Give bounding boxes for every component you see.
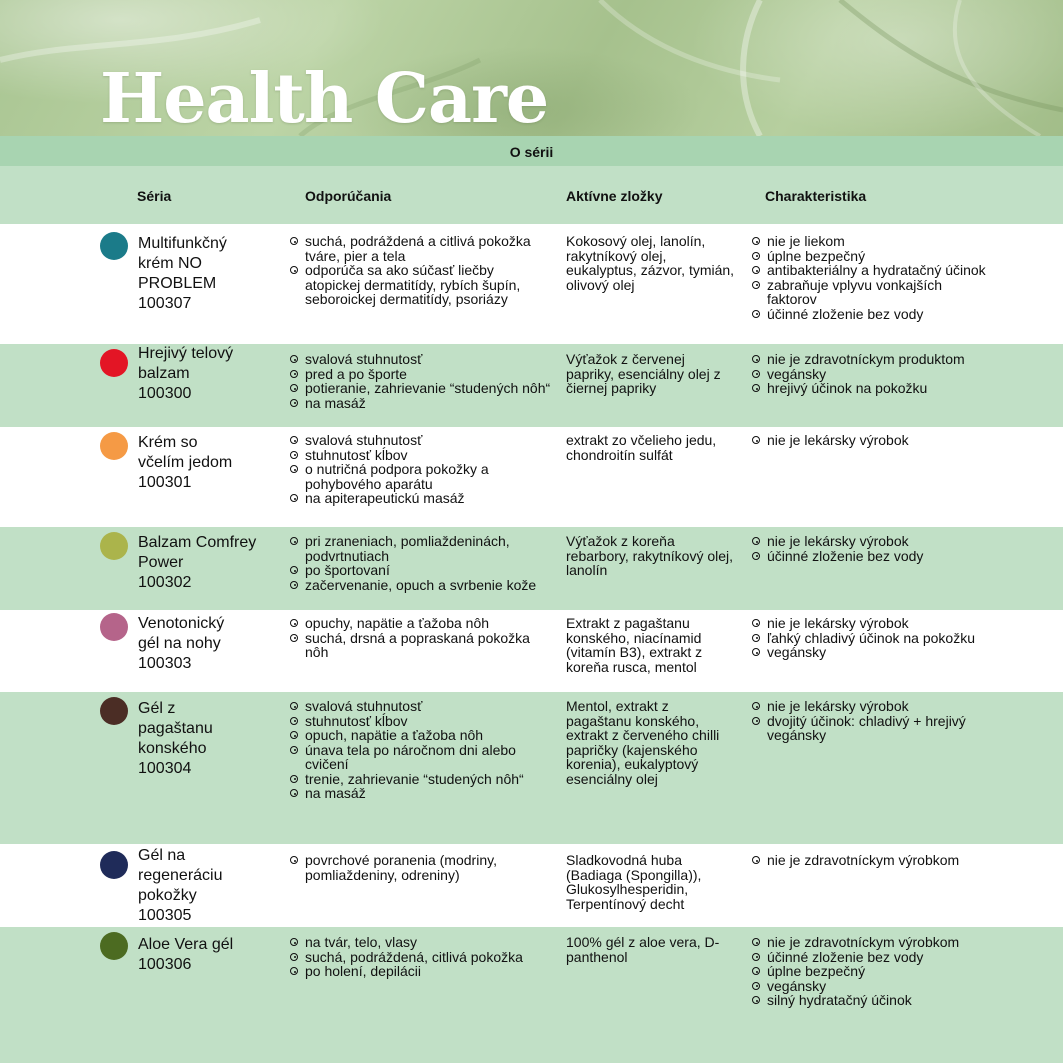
characteristic-item: hrejivý účinok na pokožku [751, 381, 991, 396]
recommendations-list [289, 935, 551, 979]
recommendations-list [289, 534, 551, 592]
characteristic-item: vegánsky [751, 645, 991, 660]
product-name-line: konského [138, 740, 207, 757]
characteristic-item: úplne bezpečný [751, 249, 991, 264]
active-ingredients: Výťažok z koreňa rebarbory, rakytníkový olej, lanolín [566, 533, 734, 578]
product-name [138, 433, 283, 493]
characteristic-item: účinné zloženie bez vody [751, 549, 991, 564]
table-row [0, 344, 1063, 427]
product-name [138, 614, 283, 674]
recommendations-list [289, 699, 551, 801]
table-row [0, 692, 1063, 844]
color-dot-icon [100, 432, 128, 460]
product-name-line: Balzam Comfrey [138, 534, 257, 551]
recommendations-list [289, 352, 551, 410]
recommendation-item: začervenanie, opuch a svrbenie kože [289, 578, 551, 593]
characteristics-list [751, 699, 991, 743]
table-row [0, 927, 1063, 1063]
active-ingredients: extrakt zo včelieho jedu, chondroitín sulfát [566, 432, 717, 463]
active-ingredients: Mentol, extrakt z pagaštanu konského, extrakt z červeného chilli papričky (kajenského korenia), eukalyptový esenciálny olej [566, 698, 720, 787]
table-row [0, 610, 1063, 692]
recommendations-list [289, 616, 551, 660]
color-dot-icon [100, 932, 128, 960]
recommendations-list [289, 433, 551, 506]
characteristic-item: vegánsky [751, 367, 991, 382]
product-code: 100305 [138, 907, 192, 924]
recommendation-item: na masáž [289, 396, 551, 411]
product-name-line: Aloe Vera gél [138, 936, 234, 953]
recommendation-item: svalová stuhnutosť [289, 352, 551, 367]
characteristics-list [751, 534, 991, 563]
product-name-line: Gél na [138, 847, 186, 864]
color-dot-icon [100, 232, 128, 260]
recommendation-item: o nutričná podpora pokožky a pohybového aparátu [289, 462, 551, 491]
active-ingredients: Kokosový olej, lanolín, rakytníkový olej, eukalyptus, zázvor, tymián, olivový olej [566, 233, 735, 293]
color-dot-icon [100, 532, 128, 560]
recommendations-list [289, 234, 551, 307]
characteristic-item: úplne bezpečný [751, 964, 991, 979]
product-name-line: Krém so [138, 434, 198, 451]
characteristic-item: účinné zloženie bez vody [751, 950, 991, 965]
recommendation-item: odporúča sa ako súčasť liečby atopickej dermatitídy, rybích šupín, seboroickej dermatitídy, psoriázy [289, 263, 551, 307]
characteristic-item: nie je lekársky výrobok [751, 534, 991, 549]
characteristics-list [751, 234, 991, 321]
characteristic-item: vegánsky [751, 979, 991, 994]
header-recommendations: Odporúčania [305, 188, 392, 204]
page-title: Health Care [100, 59, 549, 136]
recommendation-item: opuchy, napätie a ťažoba nôh [289, 616, 551, 631]
characteristics-list [751, 433, 991, 448]
color-dot-icon [100, 697, 128, 725]
product-name-line: Multifunkčný [138, 235, 227, 252]
product-name [138, 234, 283, 314]
product-name [138, 344, 283, 404]
color-dot-icon [100, 349, 128, 377]
recommendation-item: na tvár, telo, vlasy [289, 935, 551, 950]
active-ingredients: Sladkovodná huba (Badiaga (Spongilla)), Glukosylhesperidin, Terpentínový decht [566, 852, 702, 912]
characteristic-item: nie je lekársky výrobok [751, 616, 991, 631]
recommendation-item: stuhnutosť kĺbov [289, 714, 551, 729]
characteristics-list [751, 352, 991, 396]
product-name [138, 699, 283, 779]
active-ingredients: Extrakt z pagaštanu konského, niacínamid (vitamín B3), extrakt z koreňa rusca, mentol [566, 615, 703, 675]
characteristic-item: nie je zdravotníckym produktom [751, 352, 991, 367]
recommendation-item: opuch, napätie a ťažoba nôh [289, 728, 551, 743]
recommendation-item: suchá, podráždená a citlivá pokožka tváre, pier a tela [289, 234, 551, 263]
header-banner [0, 0, 1063, 136]
product-code: 100304 [138, 760, 192, 777]
section-subtitle: O sérii [0, 136, 1063, 166]
header-active: Aktívne zložky [566, 188, 663, 204]
product-code: 100306 [138, 956, 192, 973]
table-row [0, 527, 1063, 610]
product-code: 100303 [138, 655, 192, 672]
recommendation-item: svalová stuhnutosť [289, 699, 551, 714]
product-name-line: gél na nohy [138, 635, 221, 652]
recommendation-item: na apiterapeutickú masáž [289, 491, 551, 506]
product-name-line: včelím jedom [138, 454, 233, 471]
recommendation-item: pri zraneniach, pomliaždeninách, podvrtnutiach [289, 534, 551, 563]
characteristic-item: nie je lekársky výrobok [751, 699, 991, 714]
product-name-line: PROBLEM [138, 275, 217, 292]
product-code: 100300 [138, 385, 192, 402]
recommendation-item: po holení, depilácii [289, 964, 551, 979]
recommendation-item: svalová stuhnutosť [289, 433, 551, 448]
recommendation-item: pred a po športe [289, 367, 551, 382]
characteristics-list [751, 935, 991, 1008]
product-name-line: Hrejivý telový [138, 345, 234, 362]
product-name-line: pokožky [138, 887, 197, 904]
recommendations-list [289, 853, 551, 882]
header-series: Séria [137, 188, 172, 204]
table-row [0, 427, 1063, 527]
product-name [138, 846, 283, 926]
recommendation-item: suchá, podráždená, citlivá pokožka [289, 950, 551, 965]
product-code: 100301 [138, 474, 192, 491]
characteristic-item: nie je zdravotníckym výrobkom [751, 935, 991, 950]
product-name-line: balzam [138, 365, 190, 382]
table-header [0, 166, 1063, 224]
recommendation-item: na masáž [289, 786, 551, 801]
product-name-line: Power [138, 554, 184, 571]
characteristics-list [751, 853, 991, 868]
characteristic-item: ľahký chladivý účinok na pokožku [751, 631, 991, 646]
color-dot-icon [100, 851, 128, 879]
characteristics-list [751, 616, 991, 660]
characteristic-item: antibakteriálny a hydratačný účinok [751, 263, 991, 278]
characteristic-item: nie je lekársky výrobok [751, 433, 991, 448]
product-name [138, 935, 283, 975]
recommendation-item: povrchové poranenia (modriny, pomliaždeniny, odreniny) [289, 853, 551, 882]
characteristic-item: účinné zloženie bez vody [751, 307, 991, 322]
characteristic-item: nie je zdravotníckym výrobkom [751, 853, 991, 868]
characteristic-item: silný hydratačný účinok [751, 993, 991, 1008]
characteristic-item: nie je liekom [751, 234, 991, 249]
product-code: 100302 [138, 574, 192, 591]
characteristic-item: zabraňuje vplyvu vonkajších faktorov [751, 278, 991, 307]
product-name-line: Venotonický [138, 615, 225, 632]
recommendation-item: stuhnutosť kĺbov [289, 448, 551, 463]
header-characteristics: Charakteristika [765, 188, 867, 204]
recommendation-item: suchá, drsná a popraskaná pokožka nôh [289, 631, 551, 660]
active-ingredients: 100% gél z aloe vera, D-panthenol [566, 934, 720, 965]
product-code: 100307 [138, 295, 192, 312]
characteristic-item: dvojitý účinok: chladivý + hrejivý vegánsky [751, 714, 991, 743]
color-dot-icon [100, 613, 128, 641]
table-row [0, 224, 1063, 344]
recommendation-item: potieranie, zahrievanie “studených nôh“ [289, 381, 551, 396]
product-name-line: regeneráciu [138, 867, 223, 884]
recommendation-item: po športovaní [289, 563, 551, 578]
recommendation-item: únava tela po náročnom dni alebo cvičení [289, 743, 551, 772]
product-name-line: Gél z [138, 700, 176, 717]
recommendation-item: trenie, zahrievanie “studených nôh“ [289, 772, 551, 787]
active-ingredients: Výťažok z červenej papriky, esenciálny olej z čiernej papriky [566, 351, 721, 396]
product-name [138, 533, 283, 593]
product-name-line: krém NO [138, 255, 202, 272]
table-row [0, 844, 1063, 927]
product-name-line: pagaštanu [138, 720, 213, 737]
